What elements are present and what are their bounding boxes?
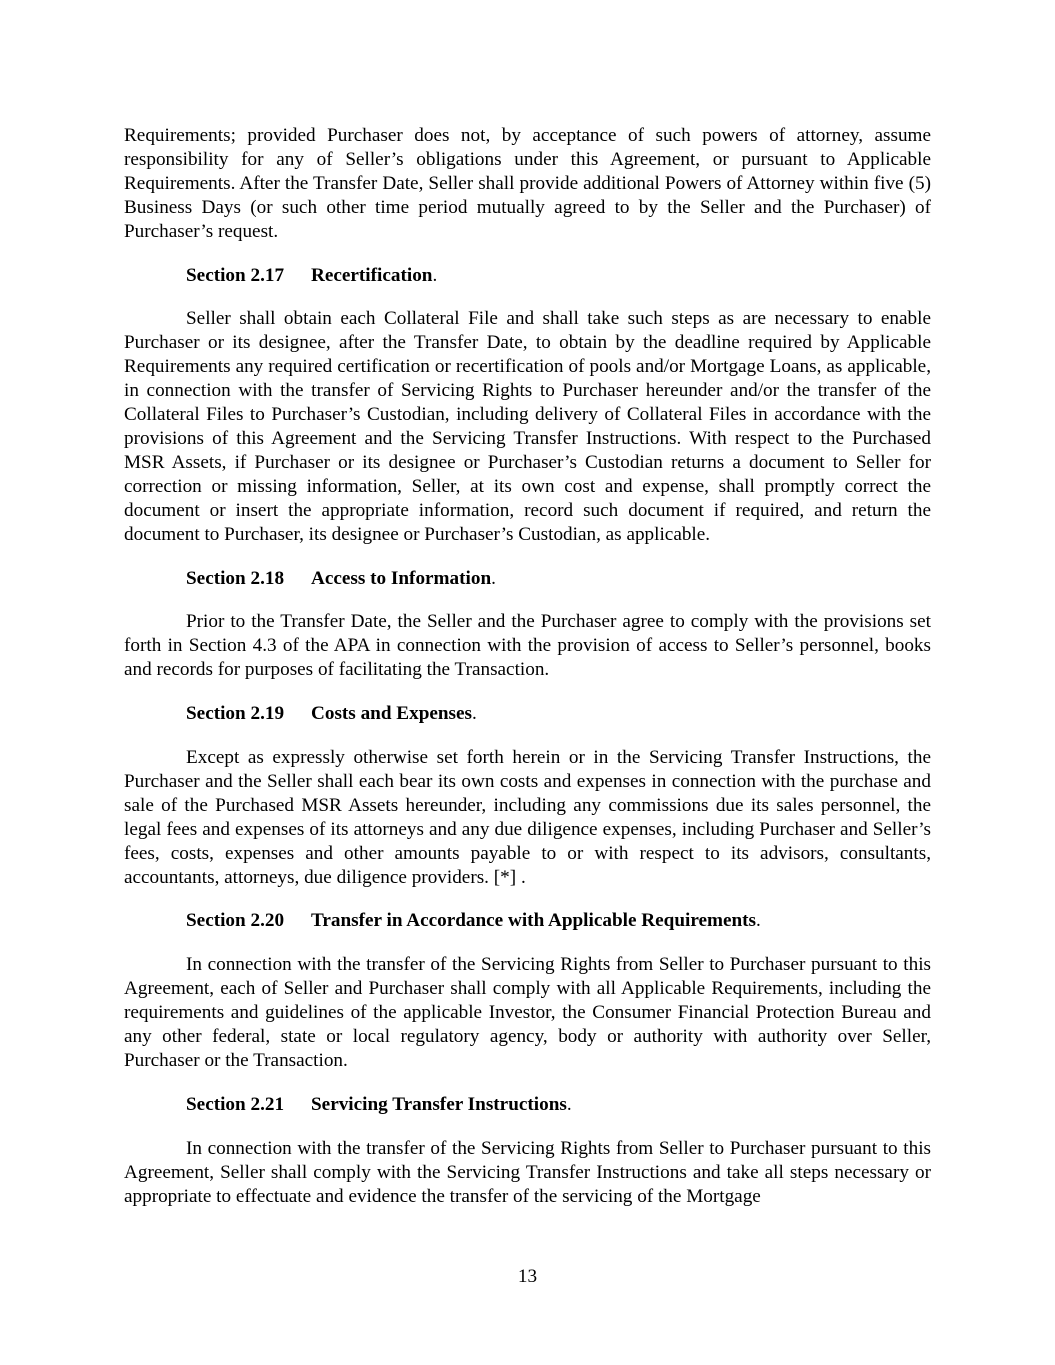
section-title: Costs and Expenses	[311, 703, 473, 725]
section-title-period: .	[756, 910, 761, 932]
paragraph-access-to-information: Prior to the Transfer Date, the Seller and the Purchaser agree to comply with the provisions set forth in Section 4.3 of the APA in connection with the provision of access to Seller’s personnel, books and records for purposes of facilitating the Transaction.	[124, 611, 931, 681]
section-title: Recertification	[311, 264, 433, 286]
document-body	[124, 124, 931, 1229]
section-title-period: .	[432, 264, 438, 286]
section-title: Servicing Transfer Instructions	[311, 1093, 567, 1115]
section-heading-2-17	[124, 264, 931, 288]
section-number: Section 2.18	[186, 567, 285, 589]
section-number: Section 2.19	[186, 703, 285, 725]
section-title-period: .	[566, 1093, 572, 1115]
section-number: Section 2.20	[186, 910, 285, 932]
section-heading-2-19	[124, 702, 931, 726]
paragraph-recertification: Seller shall obtain each Collateral File and shall take such steps as are necessary to enable Purchaser or its designee, after the Transfer Date, to obtain by the deadline required by Applicable Requirements any required certification or recertification of pools and/or Mortgage Loans, as applicable, in connection with the transfer of Servicing Rights to Purchaser hereunder and/or the transfer of the Collateral Files to Purchaser’s Custodian, including delivery of Collateral Files in accordance with the provisions of this Agreement and the Servicing Transfer Instructions. With respect to the Purchased MSR Assets, if Purchaser or its designee or Purchaser’s Custodian returns a document to Seller for correction or missing information, Seller, at its own cost and expense, shall promptly correct the document or insert the appropriate information, record such document if required, and return the document to Purchaser, its designee or Purchaser’s Custodian, as applicable.	[124, 308, 931, 545]
section-title: Access to Information	[311, 567, 492, 589]
section-title-period: .	[491, 567, 496, 589]
paragraph-powers-of-attorney: Requirements; provided Purchaser does not, by acceptance of such powers of attorney, assume responsibility for any of Seller’s obligations under this Agreement, or pursuant to Applicable Requirements. After the Transfer Date, Seller shall provide additional Powers of Attorney within five (5) Business Days (or such other time period mutually agreed to by the Seller and the Purchaser) of Purchaser’s request.	[124, 125, 931, 242]
paragraph-costs-and-expenses: Except as expressly otherwise set forth herein or in the Servicing Transfer Instructions, the Purchaser and the Seller shall each bear its own costs and expenses in connection with the purchase and sale of the Purchased MSR Assets hereunder, including any commissions due its sales personnel, the legal fees and expenses of its attorneys and any due diligence expenses, including Purchaser and Seller’s fees, costs, expenses and other amounts payable to or with respect to its advisors, consultants, accountants, attorneys, due diligence providers. [*] .	[124, 747, 931, 888]
section-heading-2-20	[124, 909, 931, 933]
section-number: Section 2.21	[186, 1093, 285, 1115]
section-heading-2-21	[124, 1093, 931, 1117]
section-title: Transfer in Accordance with Applicable Requirements	[311, 910, 757, 932]
section-number: Section 2.17	[186, 264, 285, 286]
section-title-period: .	[472, 703, 477, 725]
section-heading-2-18	[124, 567, 931, 591]
paragraph-servicing-transfer-instructions: In connection with the transfer of the Servicing Rights from Seller to Purchaser pursuant to this Agreement, Seller shall comply with the Servicing Transfer Instructions and take all steps necessary or appropriate to effectuate and evidence the transfer of the servicing of the Mortgage	[124, 1137, 931, 1207]
paragraph-applicable-requirements: In connection with the transfer of the Servicing Rights from Seller to Purchaser pursuant to this Agreement, each of Seller and Purchaser shall comply with all Applicable Requirements, including the requirements and guidelines of the applicable Investor, the Consumer Financial Protection Bureau and any other federal, state or local regulatory agency, body or authority with authority over Seller, Purchaser or the Transaction.	[124, 954, 931, 1071]
page-number: 13	[517, 1266, 538, 1287]
